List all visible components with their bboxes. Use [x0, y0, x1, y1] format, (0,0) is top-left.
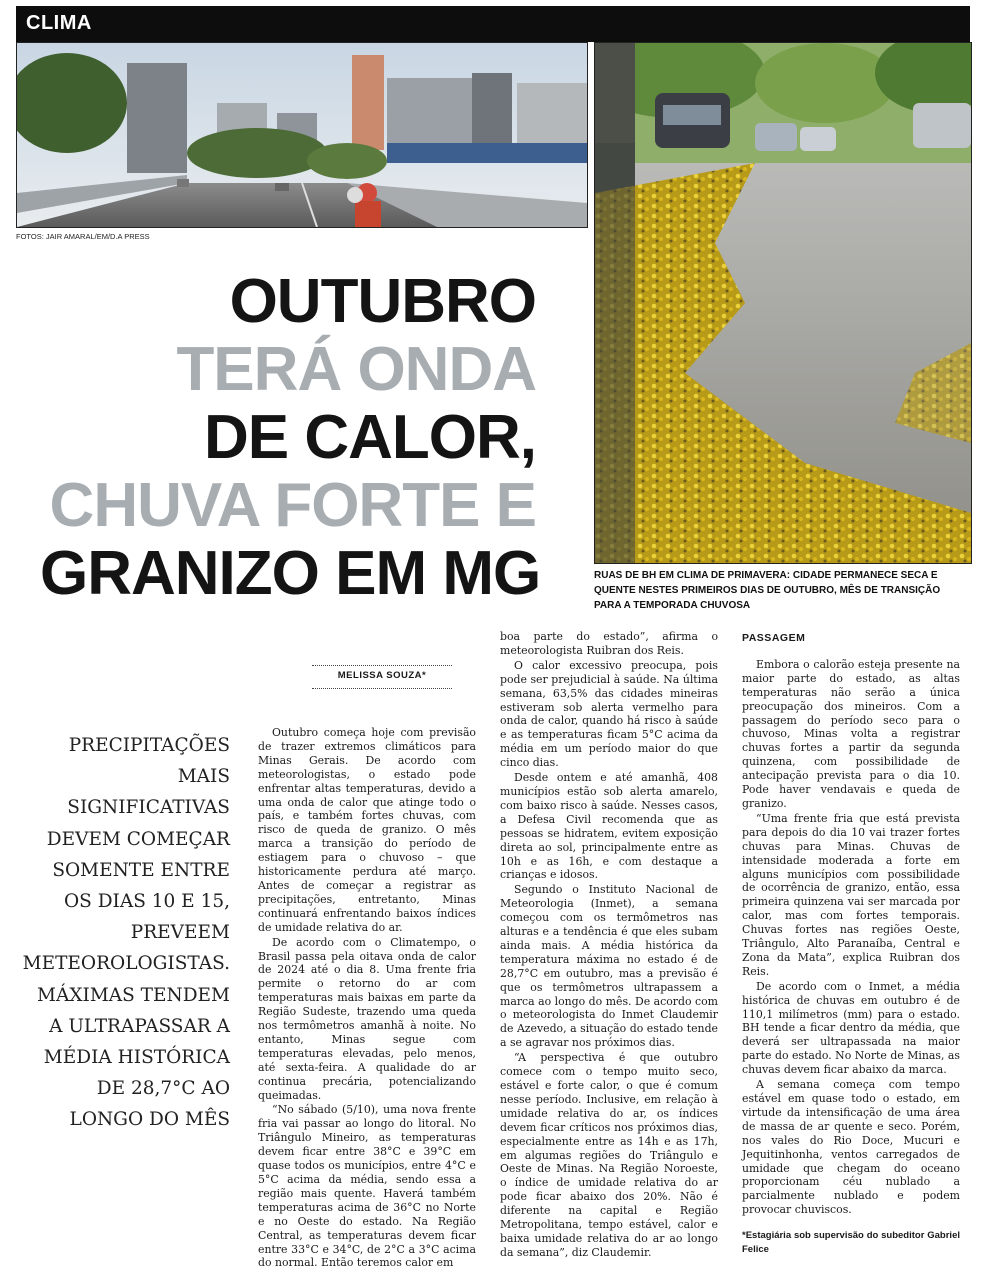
- byline-rule-top: [312, 665, 452, 666]
- subhead: PASSAGEM: [742, 632, 806, 644]
- paragraph: De acordo com o Climatempo, o Brasil passa pela oitava onda de calor de 2024 até o dia 8. Uma frente fria permite o retorno do ar com temperaturas mais baixas em parte da Região Sudeste, trazendo uma queda nos termômetros amanhã à noite. No entanto, Minas segue com temperaturas elevadas, pelo menos, até sexta-feira. A qualidade do ar continua precária, potencializando queimadas.: [258, 935, 476, 1102]
- headline-line-3: DE CALOR,: [204, 403, 536, 472]
- paragraph: De acordo com o Inmet, a média histórica de chuvas em outubro é de 110,1 milímetros (mm) para o estado. BH tende a ficar dentro da média, que deverá ser ultrapassada na maior parte do estado. No Norte de Minas, as chuvas devem ficar abaixo da marca.: [742, 979, 960, 1077]
- headline-line-2: TERÁ ONDA: [176, 335, 536, 404]
- petal-street-illustration: [595, 43, 971, 563]
- footnote: *Estagiária sob supervisão do subeditor Gabriel Felice: [742, 1230, 960, 1256]
- byline: MELISSA SOUZA*: [337, 670, 427, 681]
- paragraph: “A perspectiva é que outubro comece com o tempo muito seco, estável e forte calor, o que é comum nesse período. Inclusive, em relação à umidade relativa do ar, os índices devem ficar críticos nos próximos dias, especialmente entre as 14h e as 17h, em algumas regiões do Triângulo e Oeste de Minas. Na Região Noroeste, o índice de umidade relativa do ar pode ficar abaixo dos 20%. Não é diferente na capital e Região Metropolitana, tempo estável, calor e baixa umidade relativa do ar ao longo da semana”, diz Claudemir.: [500, 1051, 718, 1259]
- photo-caption: RUAS DE BH EM CLIMA DE PRIMAVERA: CIDADE PERMANECE SECA E QUENTE NESTES PRIMEIROS DIAS DE OUTUBRO, MÊS DE TRANSIÇÃO PARA A TEMPORADA CHUVOSA: [594, 570, 941, 611]
- yellow-petals-street-photo: [594, 42, 972, 564]
- paragraph: A semana começa com tempo estável em quase todo o estado, em virtude da intensificação de uma área de massa de ar quente e seco. Porém, nos vales do Rio Doce, Mucuri e Jequitinhonha, ventos carregados de umidade que chegam do oceano proporcionam céu nublado a parcialmente nublado e podem provocar chuviscos.: [742, 1078, 960, 1217]
- article-column-2: [500, 630, 718, 1261]
- city-traffic-photo: [16, 42, 588, 228]
- city-traffic-illustration: [17, 43, 587, 227]
- photo-credit: FOTOS: JAIR AMARAL/EM/D.A PRESS: [16, 232, 150, 241]
- headline: [40, 267, 541, 608]
- article-column-3: [742, 632, 960, 1257]
- paragraph: O calor excessivo preocupa, pois pode ser prejudicial à saúde. Na última semana, 63,5% das cidades mineiras estiveram sob alerta vermelho para onda de calor, quando há risco à saúde e as temperaturas ficam 5°C acima da média em um período maior do que cinco dias.: [500, 658, 718, 770]
- byline-rule-bottom: [312, 688, 452, 689]
- deck-summary: PRECIPITAÇÕES MAIS SIGNIFICATIVAS DEVEM COMEÇAR SOMENTE ENTRE OS DIAS 10 E 15, PREVEEM METEOROLOGISTAS. MÁXIMAS TENDEM A ULTRAPASSAR A MÉDIA HISTÓRICA DE 28,7°C AO LONGO DO MÊS: [22, 735, 230, 1131]
- paragraph: “Uma frente fria que está prevista para depois do dia 10 vai trazer fortes chuvas para Minas. Chuvas de intensidade moderada a forte em alguns municípios com possibilidade de ocorrência de granizo, então, essa primeira quinzena vai ser marcada por calor, mas com fortes temporais. Chuvas fortes nas regiões Oeste, Triângulo, Alto Paranaíba, Central e Zona da Mata”, explica Ruibran dos Reis.: [742, 811, 960, 978]
- paragraph: boa parte do estado”, afirma o meteorologista Ruibran dos Reis.: [500, 630, 718, 657]
- headline-line-5: GRANIZO EM MG: [40, 539, 541, 608]
- paragraph: Desde ontem e até amanhã, 408 municípios estão sob alerta amarelo, com baixo risco à saúde. Nesses casos, a Defesa Civil recomenda que as pessoas se hidratem, evitem exposição direta ao sol, principalmente entre as 10h e as 16h, e com destaque a crianças e idosos.: [500, 771, 718, 882]
- section-label: CLIMA: [26, 12, 92, 34]
- article-column-1: [258, 726, 476, 1271]
- headline-line-1: OUTUBRO: [229, 267, 536, 336]
- section-bar: [16, 6, 970, 42]
- paragraph: Outubro começa hoje com previsão de trazer extremos climáticos para Minas Gerais. De acordo com meteorologistas, o estado pode enfrentar altas temperaturas, devido a uma onda de calor que atinge todo o país, e também fortes chuvas, com risco de queda de granizo. O mês marca a transição do período de estiagem para o chuvoso – que historicamente perdura até março. Antes de começar a registrar as precipitações, entretanto, Minas continuará enfrentando baixos índices de umidade relativa do ar.: [258, 726, 476, 934]
- paragraph: Embora o calorão esteja presente na maior parte do estado, as altas temperaturas não serão a única preocupação dos mineiros. Com a passagem do período seco para o chuvoso, Minas volta a registrar chuvas fortes a partir da segunda quinzena, com possibilidade de antecipação prevista para o dia 10. Pode haver vendavais e queda de granizo.: [742, 657, 960, 810]
- paragraph: Segundo o Instituto Nacional de Meteorologia (Inmet), a semana começou com os termômetros nas alturas e a tendência é que eles subam ainda mais. A média histórica da temperatura máxima no estado é de 28,7°C em outubro, mas a previsão é que os termômetros ultrapassem a marca ao longo do mês. De acordo com o meteorologista do Inmet Claudemir de Azevedo, a situação do estado tende a se agravar nos próximos dias.: [500, 883, 718, 1050]
- headline-line-4: CHUVA FORTE E: [49, 471, 536, 540]
- paragraph: “No sábado (5/10), uma nova frente fria vai passar ao longo do litoral. No Triângulo Mineiro, as temperaturas devem ficar entre 38°C e 39°C em quase todos os municípios, entre 4°C e 5°C acima da média, sendo essa a região mais quente. Haverá também temperaturas acima de 36°C no Norte e no Oeste do estado. Na Região Central, as temperaturas devem ficar entre 33°C e 34°C, de 2°C a 3°C acima do normal. Então teremos calor em: [258, 1103, 476, 1270]
